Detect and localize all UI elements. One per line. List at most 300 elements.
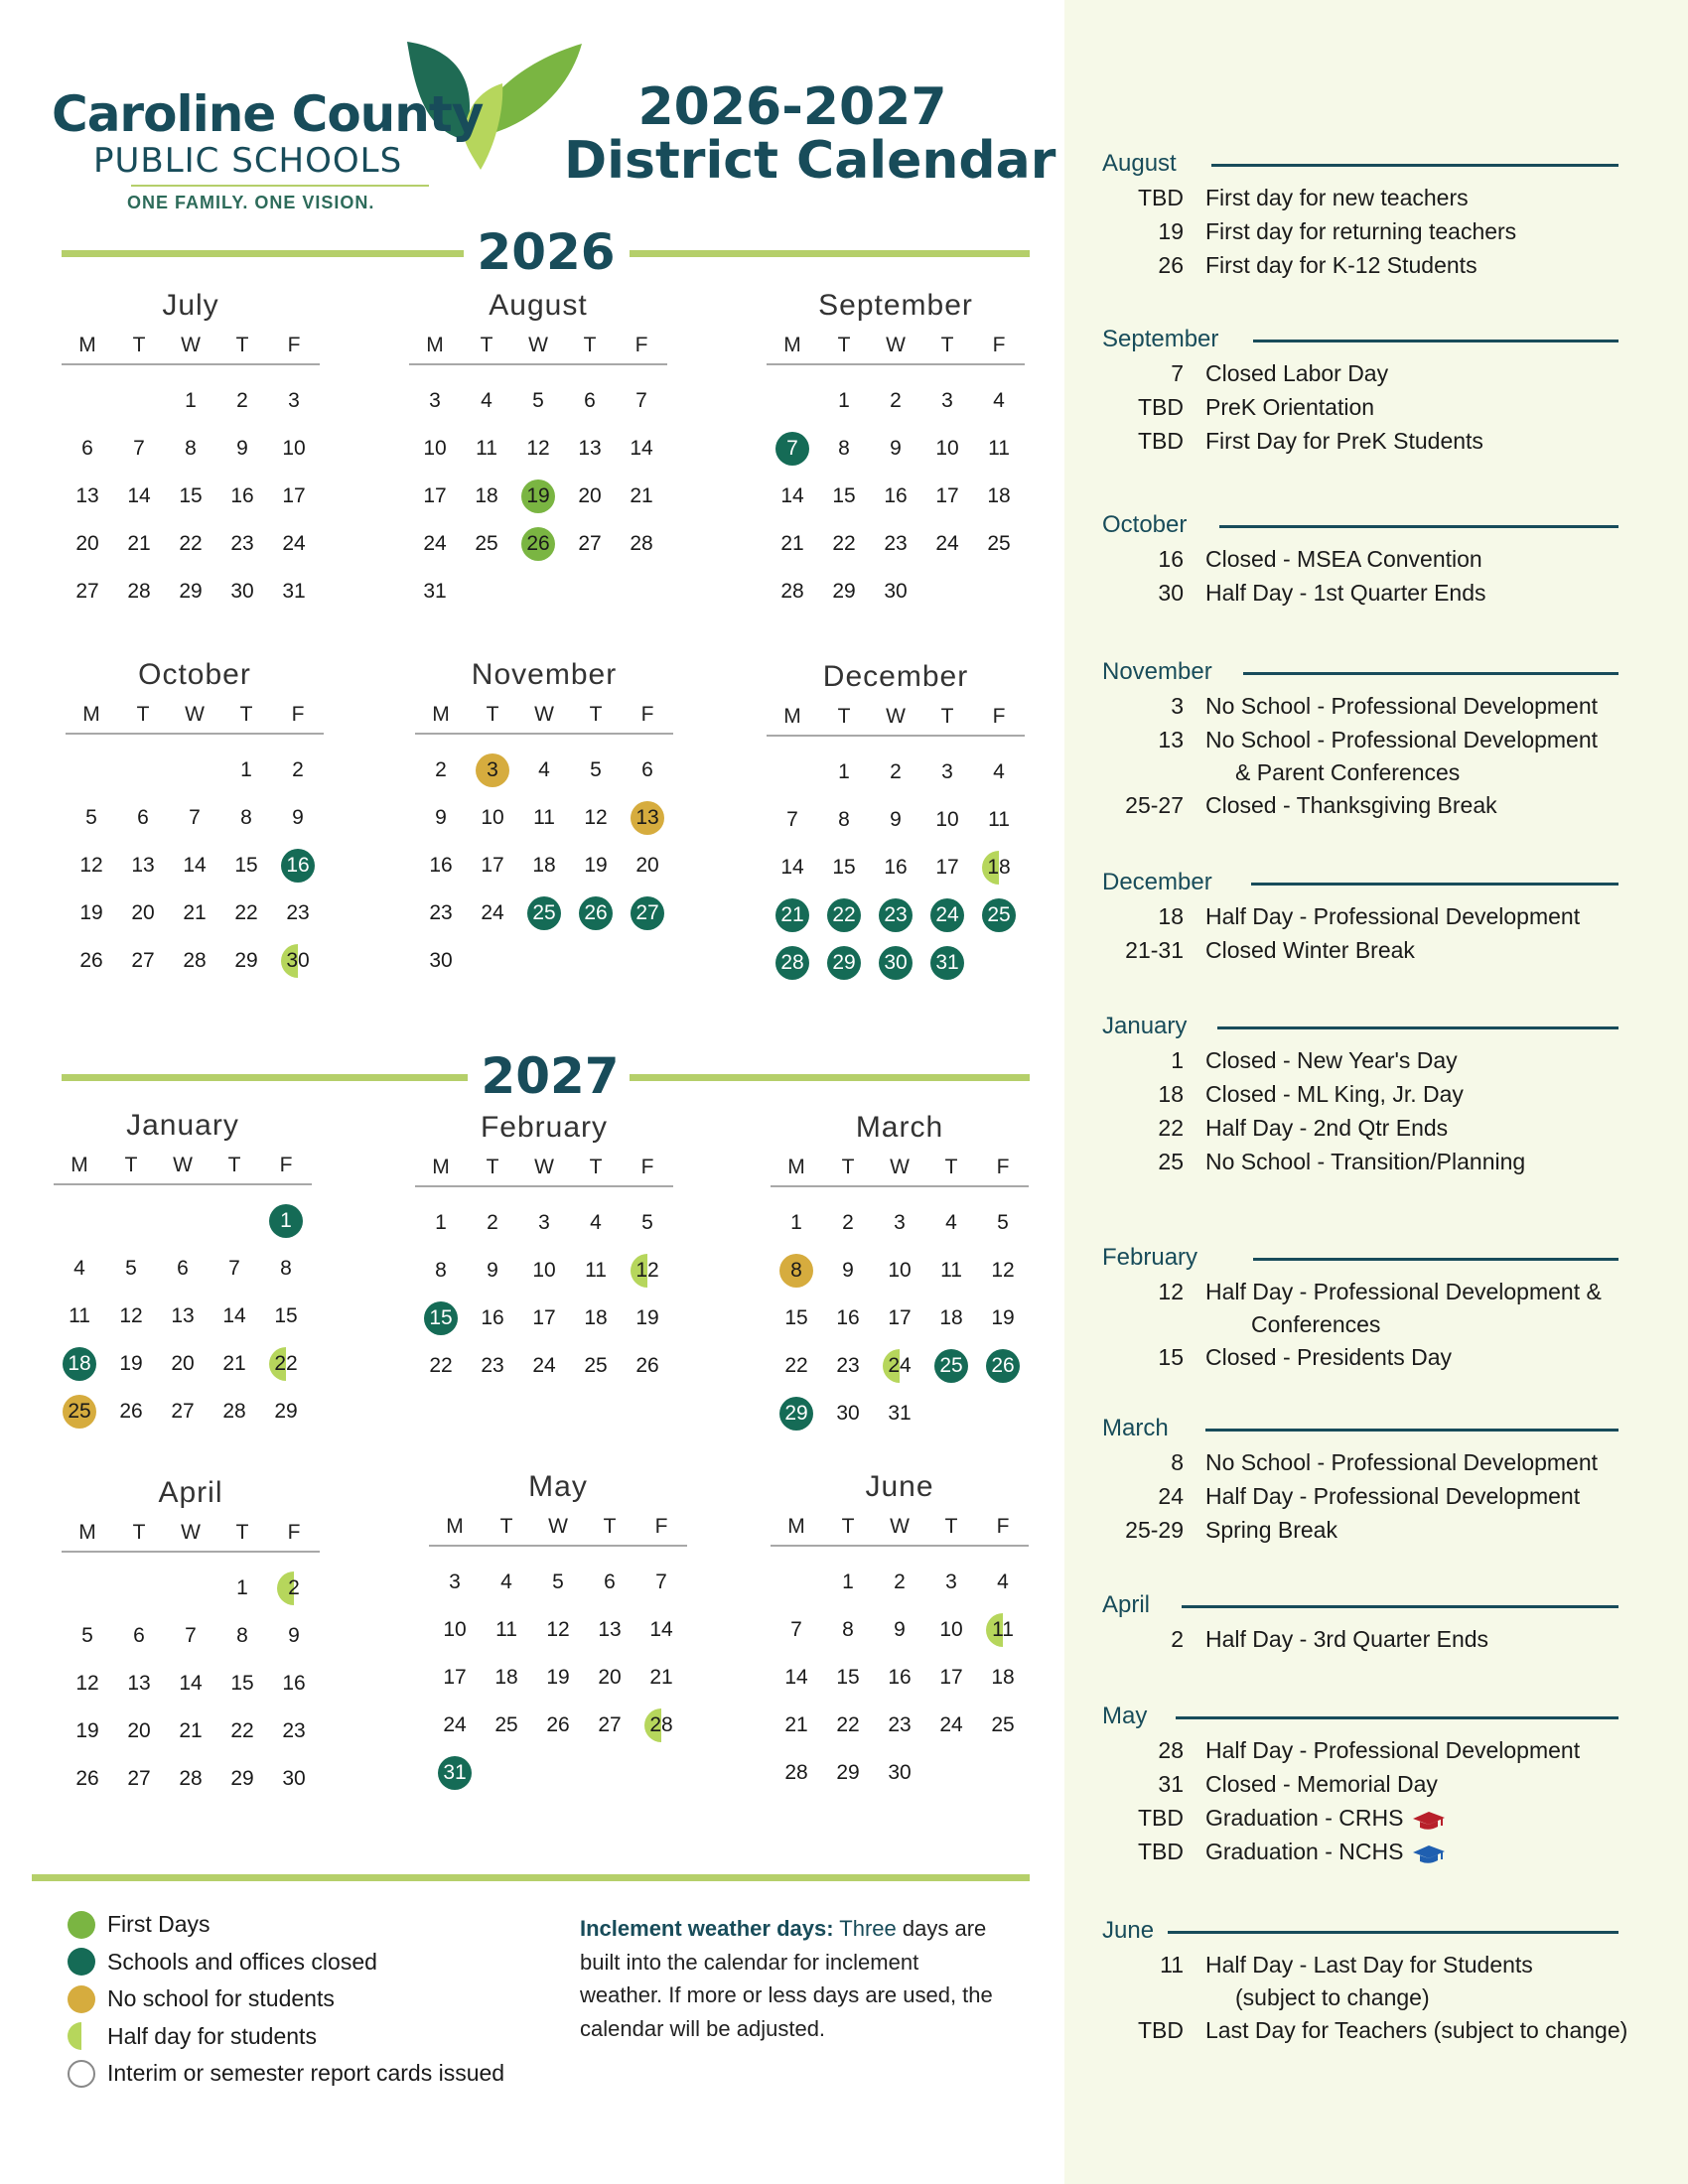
event-description: First day for returning teachers <box>1205 218 1517 244</box>
event-month-name: May <box>1102 1703 1148 1729</box>
day-number: 21 <box>780 532 804 555</box>
day-cell <box>272 842 324 889</box>
day-number: 10 <box>939 1618 963 1641</box>
day-cell <box>518 889 570 937</box>
day-cell <box>216 1707 268 1755</box>
day-cell <box>973 520 1025 568</box>
day-cell <box>415 889 467 937</box>
day-number: 1 <box>236 1576 248 1599</box>
weekday-label: T <box>227 1154 241 1176</box>
banner-rule-right <box>630 1074 1030 1081</box>
month-name: July <box>162 289 219 322</box>
weekday-label: F <box>287 1521 301 1544</box>
day-number: 14 <box>127 484 151 507</box>
day-number: 22 <box>429 1354 453 1377</box>
day-cell <box>925 1702 977 1749</box>
day-number: 27 <box>127 1767 151 1790</box>
day-number: 26 <box>635 1354 659 1377</box>
day-number: 20 <box>635 854 659 877</box>
day-number: 10 <box>532 1259 556 1282</box>
event-description: Graduation - CRHS <box>1205 1801 1447 1835</box>
day-cell <box>220 937 272 985</box>
events-april <box>1102 1588 1618 1656</box>
empty-day-cell <box>105 1197 157 1245</box>
events-may <box>1102 1700 1618 1868</box>
day-grid <box>771 1199 1029 1437</box>
weekday-header <box>62 1515 320 1553</box>
day-cell <box>822 1342 874 1390</box>
day-cell <box>415 842 467 889</box>
day-cell <box>54 1340 105 1388</box>
day-number: 14 <box>780 484 804 507</box>
day-grid <box>415 1199 673 1390</box>
day-number: 23 <box>429 901 453 924</box>
day-cell <box>635 1702 687 1749</box>
weekday-label: W <box>181 1521 201 1544</box>
weather-day-count: Three <box>839 1916 897 1941</box>
day-cell <box>616 425 667 473</box>
event-date: TBD <box>1138 394 1184 420</box>
day-number: 19 <box>584 854 608 877</box>
day-cell <box>62 1660 113 1707</box>
event-row <box>1102 1767 1618 1801</box>
day-number: 3 <box>941 389 953 412</box>
day-cell <box>921 796 973 844</box>
day-cell <box>771 1702 822 1749</box>
event-month-rule <box>1211 164 1618 167</box>
day-cell <box>616 377 667 425</box>
day-cell <box>771 1342 822 1390</box>
legend-item-half <box>68 2018 504 2056</box>
day-number: 12 <box>119 1304 143 1327</box>
day-number: 8 <box>435 1259 447 1282</box>
event-description-continued: & Parent Conferences <box>1235 759 1461 785</box>
day-number: 28 <box>630 532 653 555</box>
day-cell <box>532 1702 584 1749</box>
day-number: 26 <box>79 949 103 972</box>
day-cell <box>622 842 673 889</box>
weekday-label: W <box>890 1156 910 1178</box>
day-number: 18 <box>991 1666 1015 1689</box>
day-number: 30 <box>282 1767 306 1790</box>
events-october <box>1102 508 1618 610</box>
day-number: 14 <box>179 1672 203 1695</box>
weekday-header <box>429 1509 687 1547</box>
day-cell <box>62 1612 113 1660</box>
day-cell <box>113 1612 165 1660</box>
event-row <box>1102 1145 1618 1178</box>
inclement-weather-note <box>580 1912 997 2045</box>
day-number: 7 <box>790 1618 802 1641</box>
day-cell <box>169 889 220 937</box>
month-march <box>771 1106 1029 1437</box>
day-number: 2 <box>842 1211 854 1234</box>
month-september <box>767 284 1025 615</box>
day-number: 5 <box>997 1211 1009 1234</box>
day-cell <box>818 939 870 987</box>
day-cell <box>467 842 518 889</box>
day-closed: 31 <box>438 1756 472 1790</box>
day-number: 15 <box>274 1304 298 1327</box>
day-cell <box>117 889 169 937</box>
event-description: No School - Professional Development <box>1205 1449 1599 1475</box>
day-number: 11 <box>585 1259 607 1282</box>
day-cell <box>216 1612 268 1660</box>
day-number: 24 <box>532 1354 556 1377</box>
day-cell <box>481 1654 532 1702</box>
calendar-title: District Calendar <box>564 131 1056 191</box>
day-cell <box>622 1247 673 1295</box>
day-number: 1 <box>240 758 252 781</box>
event-row <box>1102 1622 1618 1656</box>
day-cell <box>874 1199 925 1247</box>
day-number: 11 <box>495 1618 517 1641</box>
day-number: 1 <box>435 1211 447 1234</box>
day-cell <box>409 425 461 473</box>
event-date: TBD <box>1138 428 1184 454</box>
day-cell <box>518 1247 570 1295</box>
day-cell <box>54 1388 105 1435</box>
weekday-label: F <box>640 1156 654 1178</box>
day-cell <box>272 794 324 842</box>
day-cell <box>874 1654 925 1702</box>
day-number: 24 <box>423 532 447 555</box>
event-description: No School - Professional Development <box>1205 693 1599 719</box>
day-number: 18 <box>494 1666 518 1689</box>
day-cell <box>209 1245 260 1293</box>
weekday-label: W <box>173 1154 193 1176</box>
day-cell <box>874 1390 925 1437</box>
day-cell <box>165 377 216 425</box>
logo-tagline: ONE FAMILY. ONE VISION. <box>127 193 375 212</box>
day-number: 29 <box>274 1400 298 1423</box>
event-description: Half Day - Professional Development & <box>1205 1279 1602 1304</box>
event-row <box>1102 1275 1618 1308</box>
event-month-header <box>1102 1241 1618 1275</box>
weekday-label: F <box>287 334 301 356</box>
day-number: 8 <box>185 437 197 460</box>
month-name: January <box>126 1109 239 1142</box>
first-day-swatch-icon <box>68 1911 95 1939</box>
day-number: 9 <box>890 437 902 460</box>
event-month-rule <box>1253 340 1618 342</box>
day-cell <box>429 1654 481 1702</box>
weekday-header <box>415 697 673 735</box>
year-banner-2026 <box>62 222 1030 282</box>
day-cell <box>818 568 870 615</box>
event-description: Half Day - 1st Quarter Ends <box>1205 580 1486 606</box>
day-cell <box>165 473 216 520</box>
day-cell <box>216 1660 268 1707</box>
weekday-header <box>54 1148 312 1185</box>
weekday-label: T <box>940 705 954 728</box>
legend-item-closed <box>68 1944 504 1981</box>
day-cell <box>870 796 921 844</box>
day-number: 11 <box>533 806 555 829</box>
day-cell <box>105 1388 157 1435</box>
day-number: 22 <box>234 901 258 924</box>
day-cell <box>532 1606 584 1654</box>
day-closed: 22 <box>827 898 861 932</box>
day-cell <box>272 747 324 794</box>
day-number: 1 <box>838 760 850 783</box>
day-number: 1 <box>838 389 850 412</box>
day-cell <box>66 889 117 937</box>
day-first: 26 <box>521 527 555 561</box>
weekday-label: M <box>432 1156 450 1178</box>
day-number: 10 <box>888 1259 912 1282</box>
day-number: 23 <box>888 1713 912 1736</box>
day-number: 13 <box>127 1672 151 1695</box>
day-cell <box>409 473 461 520</box>
day-cell <box>165 1707 216 1755</box>
day-cell <box>467 1247 518 1295</box>
event-month-name: February <box>1102 1244 1198 1271</box>
day-number: 5 <box>81 1624 93 1647</box>
empty-day-cell <box>62 377 113 425</box>
day-first: 19 <box>521 479 555 513</box>
event-description: No School - Transition/Planning <box>1205 1149 1526 1174</box>
day-cell <box>818 377 870 425</box>
day-number: 10 <box>282 437 306 460</box>
day-cell <box>409 568 461 615</box>
day-cell <box>818 891 870 939</box>
day-cell <box>415 1199 467 1247</box>
day-cell <box>518 1342 570 1390</box>
day-number: 15 <box>836 1666 860 1689</box>
day-number: 20 <box>598 1666 622 1689</box>
event-description: Closed Winter Break <box>1205 937 1415 963</box>
day-cell <box>113 520 165 568</box>
day-number: 18 <box>987 484 1011 507</box>
day-cell <box>512 377 564 425</box>
weekday-label: M <box>783 334 801 356</box>
weekday-label: T <box>124 1154 138 1176</box>
weekday-label: M <box>82 703 100 726</box>
day-cell <box>925 1606 977 1654</box>
day-cell <box>818 425 870 473</box>
event-row <box>1102 356 1618 390</box>
day-number: 24 <box>939 1713 963 1736</box>
day-number: 27 <box>171 1400 195 1423</box>
event-description: Half Day - Professional Development <box>1205 1483 1581 1509</box>
month-name: September <box>818 289 973 322</box>
day-number: 3 <box>288 389 300 412</box>
day-cell <box>635 1654 687 1702</box>
day-number: 28 <box>183 949 207 972</box>
event-description-continued: (subject to change) <box>1235 1984 1430 2010</box>
day-cell <box>925 1199 977 1247</box>
day-number: 7 <box>189 806 201 829</box>
day-cell <box>461 425 512 473</box>
day-cell <box>105 1245 157 1293</box>
weekday-header <box>771 1150 1029 1187</box>
event-date: TBD <box>1138 1839 1184 1864</box>
day-cell <box>117 937 169 985</box>
day-cell <box>165 1755 216 1803</box>
month-november <box>415 653 673 985</box>
day-cell <box>818 844 870 891</box>
day-number: 24 <box>481 901 504 924</box>
day-cell <box>622 889 673 937</box>
weekday-header <box>771 1509 1029 1547</box>
event-month-name: June <box>1102 1917 1155 1944</box>
weekday-label: T <box>239 703 253 726</box>
day-cell <box>66 842 117 889</box>
event-month-name: December <box>1102 869 1212 895</box>
weekday-label: T <box>837 334 851 356</box>
day-number: 13 <box>578 437 602 460</box>
day-cell <box>461 377 512 425</box>
day-number: 3 <box>945 1570 957 1593</box>
day-number: 13 <box>75 484 99 507</box>
day-number: 2 <box>894 1570 906 1593</box>
day-cell <box>415 1342 467 1390</box>
day-closed: 18 <box>63 1347 96 1381</box>
day-cell <box>512 473 564 520</box>
day-noschool: 13 <box>631 801 664 835</box>
day-number: 15 <box>832 856 856 879</box>
day-number: 16 <box>481 1306 504 1329</box>
event-row <box>1102 1077 1618 1111</box>
day-cell <box>113 1660 165 1707</box>
day-cell <box>467 1295 518 1342</box>
day-cell <box>216 568 268 615</box>
event-row <box>1102 248 1618 282</box>
weekday-label: T <box>603 1515 617 1538</box>
day-cell <box>117 794 169 842</box>
day-cell <box>62 520 113 568</box>
day-number: 22 <box>784 1354 808 1377</box>
day-cell <box>117 842 169 889</box>
weekday-header <box>409 328 667 365</box>
day-number: 3 <box>429 389 441 412</box>
day-cell <box>921 749 973 796</box>
events-june <box>1102 1914 1628 2047</box>
day-number: 4 <box>945 1211 957 1234</box>
day-number: 9 <box>894 1618 906 1641</box>
day-number: 5 <box>641 1211 653 1234</box>
day-cell <box>268 1707 320 1755</box>
empty-day-cell <box>165 1565 216 1612</box>
event-row <box>1102 1733 1618 1767</box>
day-number: 3 <box>894 1211 906 1234</box>
no-school-swatch-icon <box>68 1985 95 2013</box>
event-month-header <box>1102 1914 1618 1948</box>
day-number: 15 <box>784 1306 808 1329</box>
day-cell <box>62 1707 113 1755</box>
weekday-label: W <box>185 703 205 726</box>
day-cell <box>268 1755 320 1803</box>
day-number: 25 <box>475 532 498 555</box>
day-number: 14 <box>780 856 804 879</box>
day-cell <box>925 1295 977 1342</box>
day-number: 19 <box>546 1666 570 1689</box>
day-cell <box>767 891 818 939</box>
day-number: 2 <box>292 758 304 781</box>
day-cell <box>532 1654 584 1702</box>
day-cell <box>977 1342 1029 1390</box>
empty-day-cell <box>157 1197 209 1245</box>
day-number: 4 <box>481 389 492 412</box>
event-description: First Day for PreK Students <box>1205 428 1483 454</box>
day-number: 26 <box>546 1713 570 1736</box>
legend-label: No school for students <box>107 1985 335 2012</box>
day-number: 22 <box>179 532 203 555</box>
weekday-label: M <box>432 703 450 726</box>
event-date: 30 <box>1158 580 1184 606</box>
day-closed: 30 <box>879 946 913 980</box>
day-cell <box>622 1342 673 1390</box>
day-cell <box>771 1199 822 1247</box>
day-number: 28 <box>780 580 804 603</box>
weekday-label: T <box>486 703 499 726</box>
event-month-name: January <box>1102 1013 1188 1039</box>
day-closed: 25 <box>934 1349 968 1383</box>
event-row <box>1102 424 1618 458</box>
day-cell <box>870 939 921 987</box>
day-number: 14 <box>183 854 207 877</box>
day-closed: 29 <box>827 946 861 980</box>
day-cell <box>165 568 216 615</box>
legend <box>68 1906 504 2093</box>
day-cell <box>481 1702 532 1749</box>
day-half: 22 <box>269 1347 303 1381</box>
event-month-rule <box>1168 1931 1618 1934</box>
day-closed: 27 <box>631 896 664 930</box>
day-cell <box>268 1660 320 1707</box>
day-number: 8 <box>280 1257 292 1280</box>
day-number: 6 <box>604 1570 616 1593</box>
day-number: 31 <box>423 580 447 603</box>
day-closed: 24 <box>930 898 964 932</box>
weekday-label: T <box>841 1515 855 1538</box>
district-logo <box>52 36 568 224</box>
day-number: 27 <box>598 1713 622 1736</box>
day-cell <box>977 1702 1029 1749</box>
event-description: Closed - Presidents Day <box>1205 1344 1452 1370</box>
year-banner-2027 <box>62 1046 1030 1106</box>
event-month-name: April <box>1102 1591 1151 1618</box>
day-number: 6 <box>137 806 149 829</box>
event-month-header <box>1102 1412 1618 1445</box>
day-grid <box>415 747 673 985</box>
day-number: 25 <box>584 1354 608 1377</box>
day-number: 29 <box>230 1767 254 1790</box>
day-number: 7 <box>185 1624 197 1647</box>
day-closed: 21 <box>775 898 809 932</box>
day-cell <box>481 1606 532 1654</box>
day-cell <box>818 473 870 520</box>
weekday-label: F <box>654 1515 668 1538</box>
day-number: 12 <box>991 1259 1015 1282</box>
events-march <box>1102 1412 1618 1547</box>
legend-label: Schools and offices closed <box>107 1948 377 1975</box>
day-cell <box>165 520 216 568</box>
day-noschool: 8 <box>779 1254 813 1288</box>
day-number: 21 <box>179 1719 203 1742</box>
day-cell <box>570 1342 622 1390</box>
day-cell <box>822 1247 874 1295</box>
day-cell <box>771 1295 822 1342</box>
day-cell <box>570 1295 622 1342</box>
day-number: 11 <box>940 1259 962 1282</box>
day-cell <box>822 1295 874 1342</box>
day-cell <box>570 747 622 794</box>
day-number: 4 <box>73 1257 85 1280</box>
day-noschool: 25 <box>63 1395 96 1429</box>
day-number: 5 <box>532 389 544 412</box>
